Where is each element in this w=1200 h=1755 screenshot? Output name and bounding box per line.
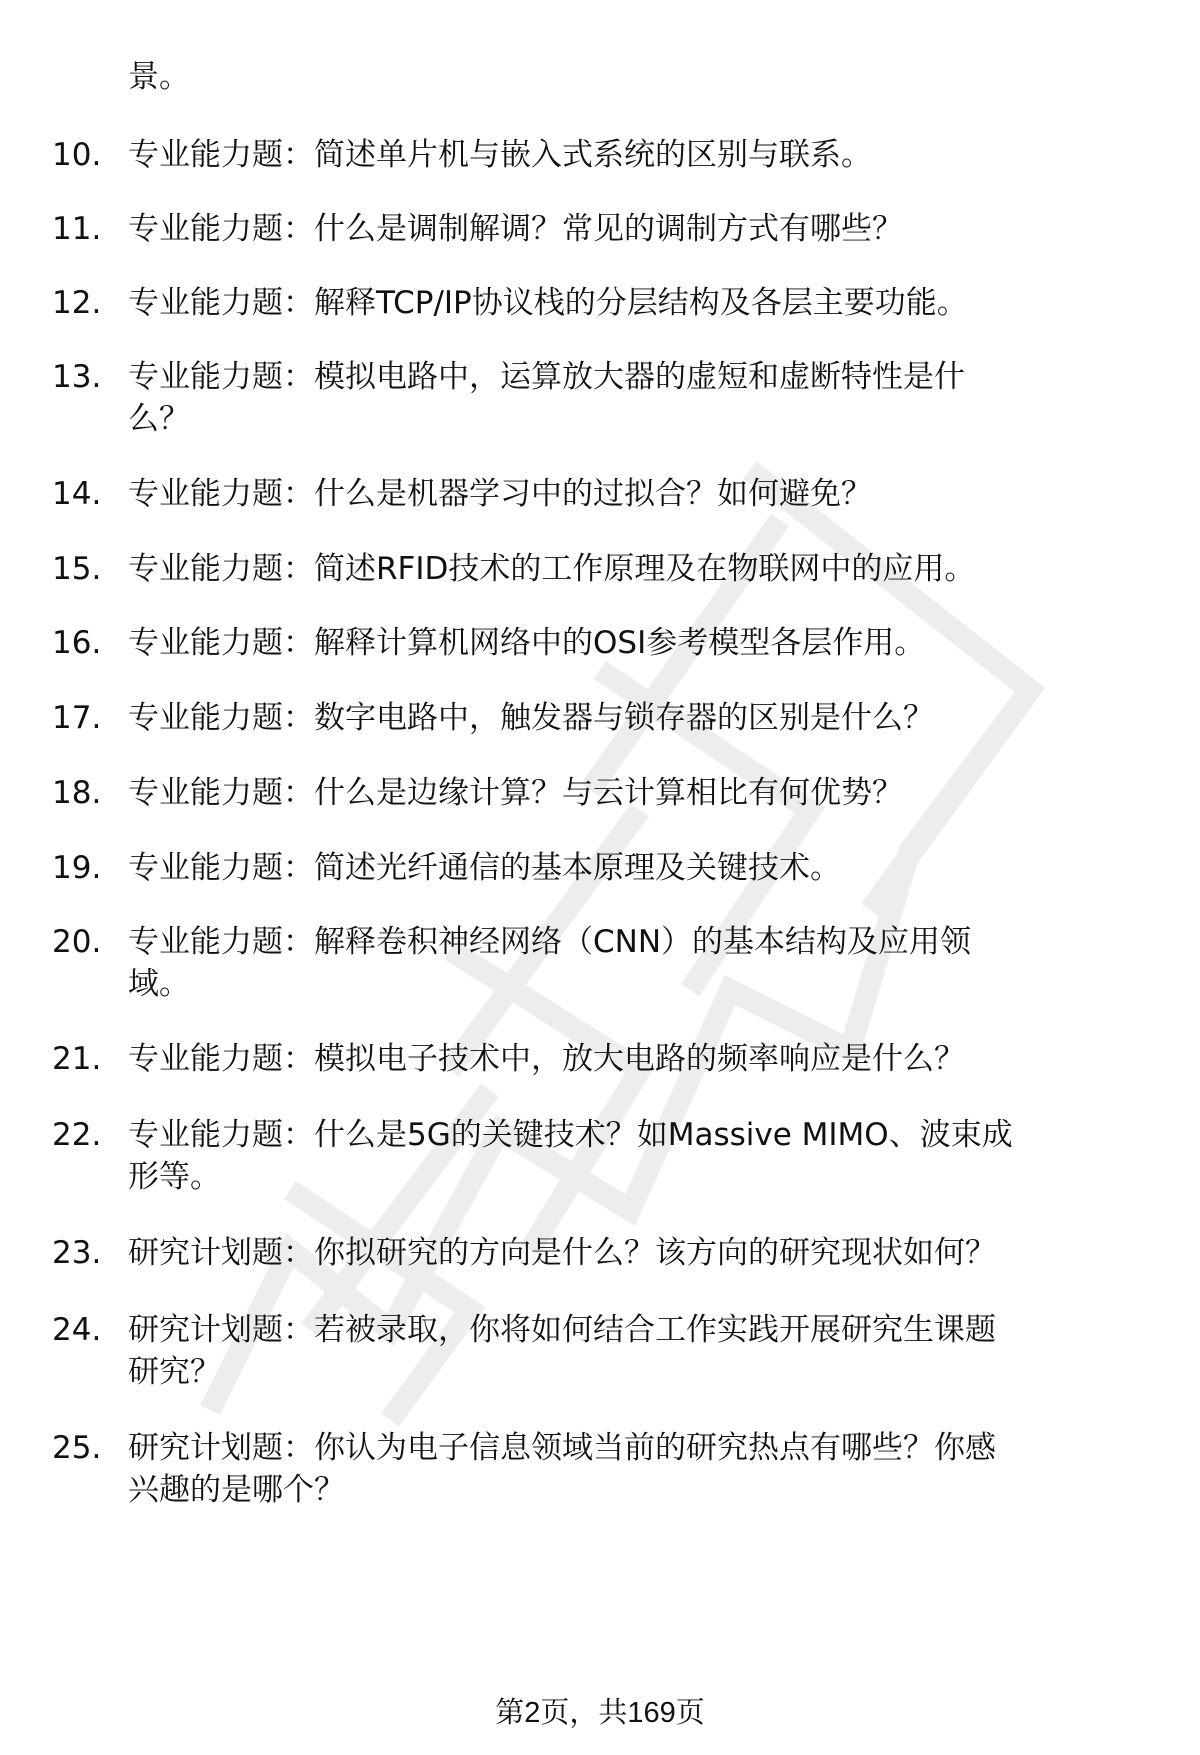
question-number: 16. xyxy=(52,625,102,661)
question-number: 25. xyxy=(52,1430,102,1466)
question-number: 21. xyxy=(52,1041,102,1077)
question-line: 域。 xyxy=(128,966,190,1002)
question-line: 专业能力题：模拟电路中，运算放大器的虚短和虚断特性是什 xyxy=(128,359,965,395)
question-line: 专业能力题：什么是机器学习中的过拟合？如何避免？ xyxy=(128,476,872,512)
page-indicator: 第2页，共169页 xyxy=(495,1697,705,1729)
question-line: 专业能力题：简述RFID技术的工作原理及在物联网中的应用。 xyxy=(128,551,976,587)
question-text xyxy=(128,769,1128,817)
question-line: 专业能力题：解释卷积神经网络（CNN）的基本结构及应用领 xyxy=(128,924,972,960)
question-number: 24. xyxy=(52,1312,102,1348)
question-text xyxy=(128,1111,1128,1201)
question-line: 专业能力题：解释TCP/IP协议栈的分层结构及各层主要功能。 xyxy=(128,285,968,321)
question-line: 研究？ xyxy=(128,1354,221,1390)
question-number: 11. xyxy=(52,211,102,247)
question-text xyxy=(128,279,1128,327)
continued-text: 景。 xyxy=(128,59,190,95)
question-text xyxy=(128,1035,1128,1083)
question-text xyxy=(128,545,1128,593)
question-number: 12. xyxy=(52,285,102,321)
question-number: 22. xyxy=(52,1117,102,1153)
question-number: 20. xyxy=(52,924,102,960)
question-number: 10. xyxy=(52,137,102,173)
question-text xyxy=(128,1306,1128,1396)
question-text xyxy=(128,1229,1128,1277)
question-line: 专业能力题：模拟电子技术中，放大电路的频率响应是什么？ xyxy=(128,1041,965,1077)
question-line: 专业能力题：什么是边缘计算？与云计算相比有何优势？ xyxy=(128,775,903,811)
question-line: 专业能力题：简述单片机与嵌入式系统的区别与联系。 xyxy=(128,137,872,173)
question-line: 兴趣的是哪个？ xyxy=(128,1472,345,1508)
question-text xyxy=(128,619,1128,667)
question-text xyxy=(128,131,1128,179)
question-text xyxy=(128,918,1128,1008)
question-line: 研究计划题：你拟研究的方向是什么？该方向的研究现状如何？ xyxy=(128,1235,996,1271)
question-line: 么？ xyxy=(128,401,190,437)
question-number: 14. xyxy=(52,476,102,512)
question-text xyxy=(128,470,1128,518)
question-line: 专业能力题：什么是5G的关键技术？如Massive MIMO、波束成 xyxy=(128,1117,1013,1153)
question-text xyxy=(128,353,1128,443)
question-line: 专业能力题：简述光纤通信的基本原理及关键技术。 xyxy=(128,850,841,886)
question-line: 专业能力题：数字电路中，触发器与锁存器的区别是什么？ xyxy=(128,700,934,736)
question-line: 研究计划题：你认为电子信息领域当前的研究热点有哪些？你感 xyxy=(128,1430,996,1466)
question-line: 专业能力题：什么是调制解调？常见的调制方式有哪些？ xyxy=(128,211,903,247)
question-number: 23. xyxy=(52,1235,102,1271)
question-text xyxy=(128,844,1128,892)
question-line: 专业能力题：解释计算机网络中的OSI参考模型各层作用。 xyxy=(128,625,926,661)
question-number: 17. xyxy=(52,700,102,736)
question-number: 18. xyxy=(52,775,102,811)
question-text xyxy=(128,694,1128,742)
question-text xyxy=(128,1424,1128,1514)
question-number: 13. xyxy=(52,359,102,395)
question-number: 19. xyxy=(52,850,102,886)
question-line: 研究计划题：若被录取，你将如何结合工作实践开展研究生课题 xyxy=(128,1312,996,1348)
question-number: 15. xyxy=(52,551,102,587)
question-line: 形等。 xyxy=(128,1159,221,1195)
question-text xyxy=(128,205,1128,253)
